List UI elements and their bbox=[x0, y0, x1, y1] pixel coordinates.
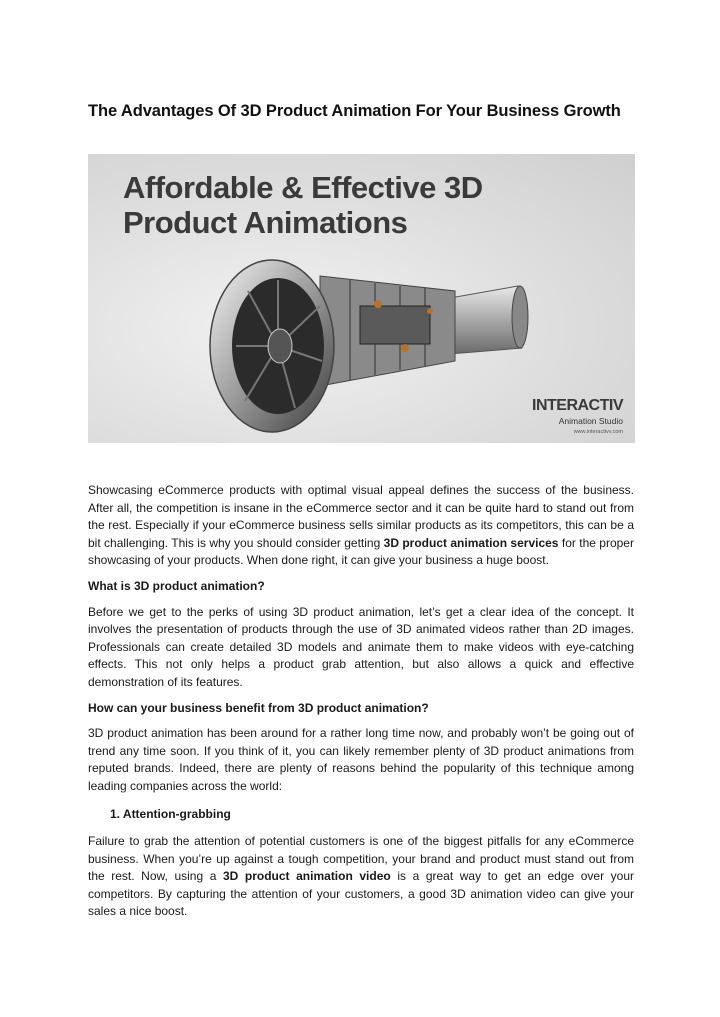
paragraph-intro-text-a: Showcasing eCommerce products with optimal visual appeal defines the success of the business. After all, the competition is insane in the eCommerce sector and it can be quite hard to stand out from the rest. Especially if your eCommerce business sells similar products as its competitors, this can be a bit challenging. This is why you should consider getting bbox=[88, 483, 634, 550]
banner-image bbox=[88, 154, 635, 443]
heading-what-is: What is 3D product animation? bbox=[88, 578, 265, 593]
paragraph-attention bbox=[88, 833, 634, 921]
document-title: The Advantages Of 3D Product Animation For Your Business Growth bbox=[88, 102, 621, 120]
link-3d-product-animation-video: 3D product animation video bbox=[222, 869, 391, 884]
logo-wordmark: INTERACTIV bbox=[532, 397, 623, 414]
article-body bbox=[88, 482, 634, 929]
list-item-attention-grabbing: 1. Attention-grabbing bbox=[110, 806, 231, 821]
logo-url: www.interactivv.com bbox=[573, 429, 623, 435]
paragraph-intro bbox=[88, 482, 634, 570]
banner-title bbox=[123, 170, 483, 240]
link-3d-product-animation-services: 3D product animation services bbox=[383, 535, 559, 550]
paragraph-attention-text-b: is a great way to get an edge over your competitors. By capturing the attention of your customers, a good 3D animation video can give your sales a nice boost. bbox=[88, 869, 634, 919]
paragraph-benefits-intro: 3D product animation has been around for a rather long time now, and probably won’t be going out of trend any time soon. If you think of it, you can likely remember plenty of 3D product animations from reputed brands. Indeed, there are plenty of reasons behind the popularity of this technique among leading companies across the world: bbox=[88, 726, 634, 793]
paragraph-definition: Before we get to the perks of using 3D product animation, let’s get a clear idea of the concept. It involves the presentation of products through the use of 3D animated videos rather than 2D images. Professionals can create detailed 3D models and animate them to make videos with eye-catching effects. This not only helps a product grab attention, but also allows a quick and effective demonstration of its features. bbox=[88, 604, 634, 689]
logo-subtitle: Animation Studio bbox=[558, 416, 623, 426]
paragraph-intro-text-b: for the proper showcasing of your products. When done right, it can give your business a huge boost. bbox=[88, 535, 634, 568]
interactiv-logo bbox=[532, 397, 623, 435]
banner-title-line-1: Affordable & Effective 3D bbox=[123, 170, 483, 205]
heading-benefits: How can your business benefit from 3D product animation? bbox=[88, 700, 429, 715]
banner-title-line-2: Product Animations bbox=[123, 205, 408, 240]
paragraph-attention-text-a: Failure to grab the attention of potential customers is one of the biggest pitfalls for any eCommerce business. When you’re up against a tough competition, your brand and product must stand out from the rest. Now, using a bbox=[88, 834, 634, 884]
jet-engine-illustration bbox=[200, 236, 530, 436]
